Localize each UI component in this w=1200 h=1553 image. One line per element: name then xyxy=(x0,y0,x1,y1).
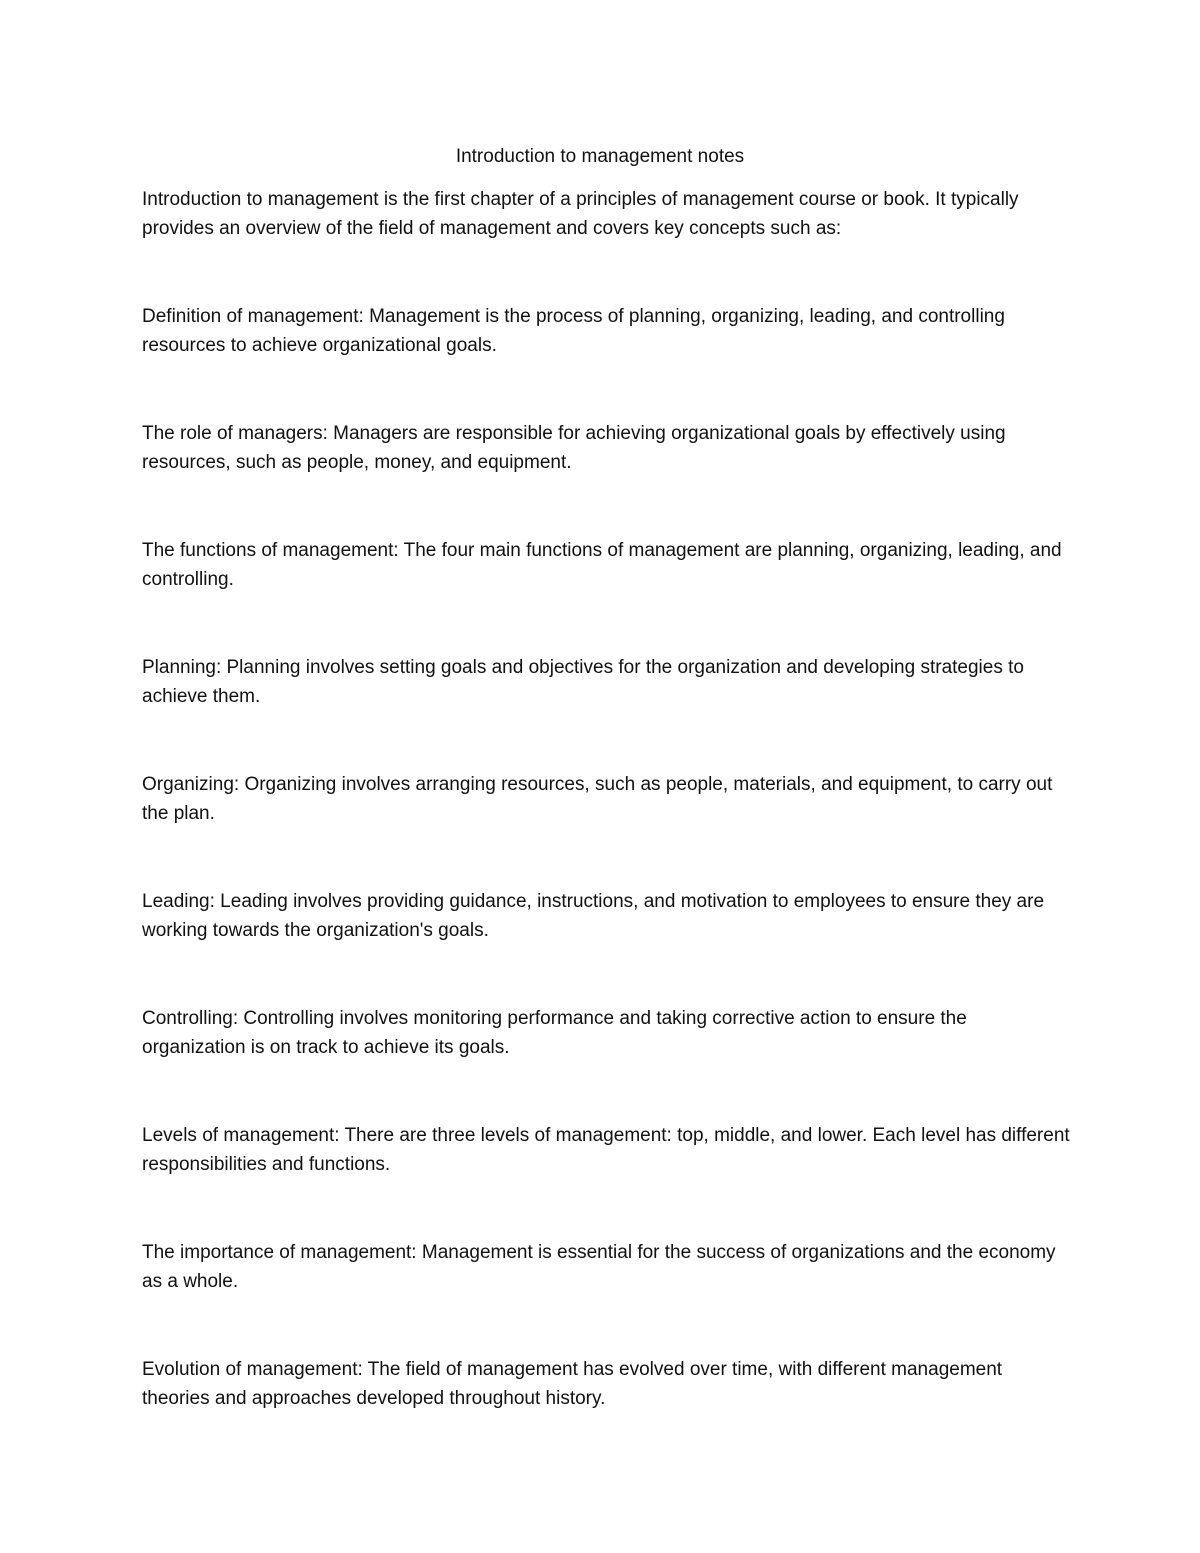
leading-paragraph: Leading: Leading involves providing guidance, instructions, and motivation to employees to ensure they are working towards the organization's goals. xyxy=(142,891,1045,941)
organizing-paragraph: Organizing: Organizing involves arranging resources, such as people, materials, and equipment, to carry out the plan. xyxy=(142,774,1053,824)
definition-paragraph: Definition of management: Management is the process of planning, organizing, leading, and controlling resources to achieve organizational goals. xyxy=(142,306,1005,356)
document-title: Introduction to management notes xyxy=(455,146,745,167)
intro-paragraph: Introduction to management is the first chapter of a principles of management course or book. It typically provides an overview of the field of management and covers key concepts such as: xyxy=(142,189,1019,239)
planning-paragraph: Planning: Planning involves setting goals and objectives for the organization and developing strategies to achieve them. xyxy=(142,657,1024,707)
controlling-paragraph: Controlling: Controlling involves monitoring performance and taking corrective action to ensure the organization is on track to achieve its goals. xyxy=(142,1008,967,1058)
importance-paragraph: The importance of management: Management is essential for the success of organizations and the economy as a whole. xyxy=(142,1242,1056,1292)
evolution-paragraph: Evolution of management: The field of management has evolved over time, with different management theories and approaches developed throughout history. xyxy=(142,1359,1003,1409)
functions-paragraph: The functions of management: The four main functions of management are planning, organizing, leading, and controlling. xyxy=(142,540,1062,590)
levels-paragraph: Levels of management: There are three levels of management: top, middle, and lower. Each level has different responsibilities and functions. xyxy=(142,1125,1070,1175)
role-of-managers-paragraph: The role of managers: Managers are responsible for achieving organizational goals by effectively using resources, such as people, money, and equipment. xyxy=(142,423,1006,473)
document-body xyxy=(142,186,1072,1473)
